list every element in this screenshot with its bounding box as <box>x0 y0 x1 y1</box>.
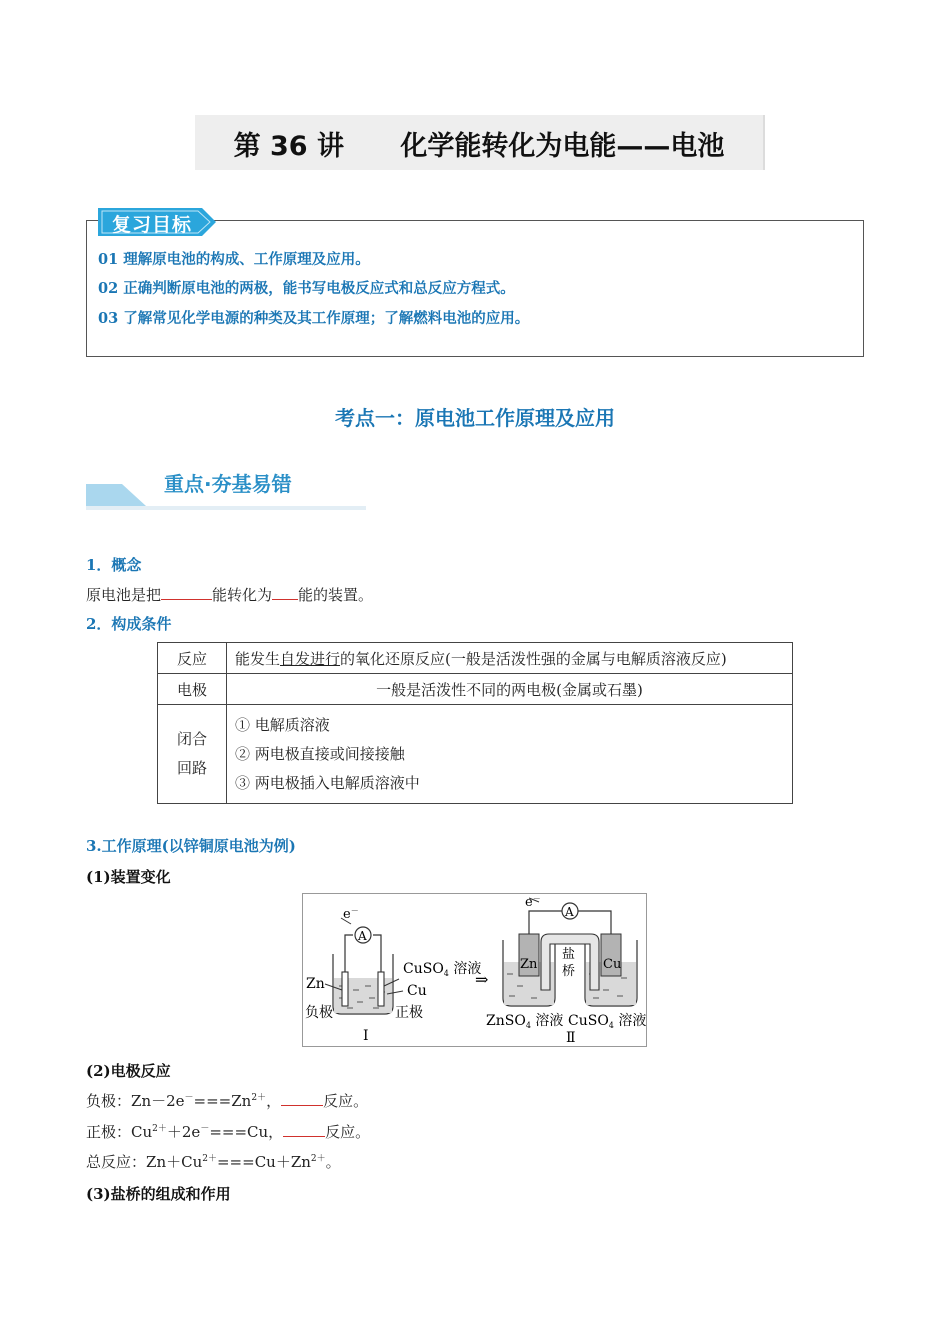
table-cell-label: 电极 <box>158 674 227 705</box>
table-cell-label: 闭合 回路 <box>158 705 227 804</box>
list-item: ② 两电极直接或间接接触 <box>235 744 405 763</box>
list-item: ① 电解质溶液 <box>235 715 330 734</box>
cuso4-label: CuSO$_4$ 溶液 <box>403 961 482 978</box>
conditions-table <box>157 642 793 804</box>
table-row <box>158 705 793 804</box>
ammeter-label: A <box>565 905 574 919</box>
fill-blank[interactable] <box>283 1122 325 1137</box>
salt-label: 盐 <box>562 947 576 962</box>
conditions-heading: 2．构成条件 <box>86 615 172 633</box>
positive-electrode-equation: 正极：$Cu^{2+}+2e^-===Cu$， 反应。 <box>86 1123 371 1141</box>
table-row <box>158 643 793 674</box>
concept-text: 原电池是把 能转化为 能的装置。 <box>86 586 374 604</box>
bridge-label: 桥 <box>562 964 576 979</box>
table-cell <box>227 705 793 804</box>
sub-banner-title: 重点·夯基易错 <box>164 472 292 496</box>
negative-electrode-equation: 负极：$Zn-2e^-===Zn^{2+}$， 反应。 <box>86 1092 369 1110</box>
cell-label-II: Ⅱ <box>566 1030 576 1046</box>
list-item: ③ 两电极插入电解质溶液中 <box>235 773 420 792</box>
table-cell: 能发生自发进行的氧化还原反应(一般是活泼性强的金属与电解质溶液反应) <box>227 643 793 674</box>
salt-bridge-heading: (3)盐桥的组成和作用 <box>86 1185 231 1203</box>
objective-item: 02 正确判断原电池的两极，能书写电极反应式和总反应方程式。 <box>98 280 515 297</box>
positive-electrode-label: 正极 <box>395 1005 423 1021</box>
electrode-reaction-heading: (2)电极反应 <box>86 1062 171 1080</box>
znso4-label: ZnSO$_4$ 溶液 <box>486 1013 564 1030</box>
cuso4-label: CuSO$_4$ 溶液 <box>568 1013 646 1030</box>
concept-heading: 1．概念 <box>86 556 142 574</box>
fill-blank[interactable] <box>281 1091 323 1106</box>
ammeter-label: A <box>358 929 367 943</box>
table-row <box>158 674 793 705</box>
table-cell-label: 反应 <box>158 643 227 674</box>
total-reaction-equation: 总反应：$Zn+Cu^{2+}===Cu+Zn^{2+}$。 <box>86 1153 341 1171</box>
fill-blank[interactable] <box>272 585 298 600</box>
table-cell: 一般是活泼性不同的两电极(金属或石墨) <box>227 674 793 705</box>
zn-label: Zn <box>306 976 325 992</box>
negative-electrode-label: 负极 <box>305 1005 333 1021</box>
objective-item: 03 了解常见化学电源的种类及其工作原理；了解燃料电池的应用。 <box>98 310 530 327</box>
objective-item: 01 理解原电池的构成、工作原理及应用。 <box>98 251 370 268</box>
cell-label-I: I <box>363 1028 369 1044</box>
page-title: 第 36 讲 化学能转化为电能——电池 <box>233 131 725 162</box>
device-change-heading: (1)装置变化 <box>86 868 171 886</box>
galvanic-cell-figure <box>302 893 647 1047</box>
objectives-tag: 复习目标 <box>112 214 193 236</box>
cu-label: Cu <box>407 983 427 999</box>
fill-blank[interactable] <box>161 585 212 600</box>
cu-electrode-label: Cu <box>603 957 622 972</box>
section-title: 考点一：原电池工作原理及应用 <box>335 406 615 430</box>
electron-label: e－ <box>343 906 359 922</box>
electron-label: e－ <box>525 894 541 910</box>
arrow-icon: ⇒ <box>475 970 489 989</box>
zn-electrode-label: Zn <box>520 957 538 972</box>
galvanic-cell-diagram <box>303 894 646 1046</box>
principle-heading: 3.工作原理(以锌铜原电池为例) <box>86 837 296 855</box>
